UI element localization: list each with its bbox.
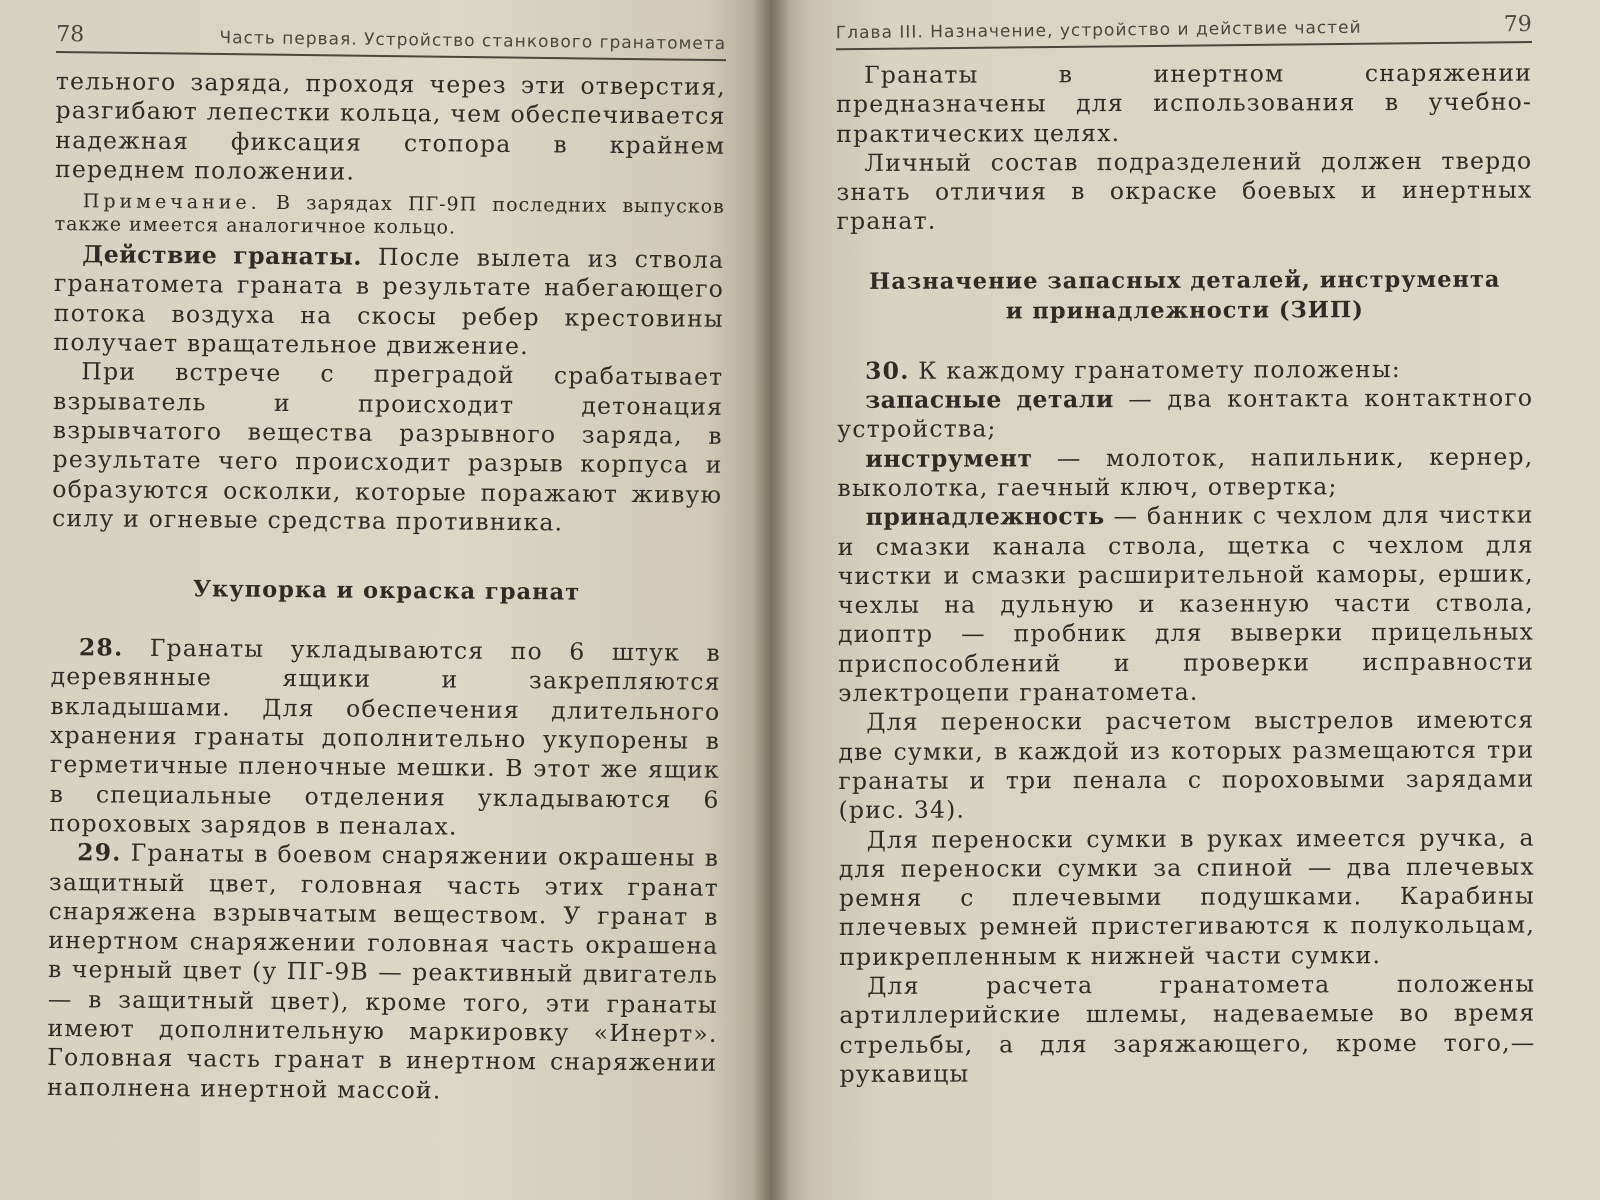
- paragraph-accessories: [838, 501, 1535, 709]
- paragraph-inert: Гранаты в инертном снаряжении предназначены для использования в учебно-практических целях.: [836, 58, 1533, 148]
- right-body-text: [836, 59, 1536, 1090]
- paragraph-29-number: 29.: [77, 838, 122, 867]
- note-label: Примечание.: [82, 190, 261, 214]
- left-running-head-title: Часть первая. Устройство станкового гранатомета: [219, 27, 727, 55]
- accessories-label: принадлежность: [865, 502, 1105, 532]
- paragraph-30: [837, 354, 1533, 386]
- tools-label: инструмент: [865, 443, 1033, 473]
- left-body-text: [47, 67, 726, 1108]
- note-text: В зарядах ПГ-9П последних выпусков также имеется аналогичное кольцо.: [54, 192, 725, 239]
- book-gutter: [752, 0, 790, 1200]
- left-page-number: 78: [56, 22, 85, 48]
- grenade-action-heading: Действие гранаты.: [82, 240, 363, 271]
- paragraph-obstacle: При встрече с преградой срабатывает взрыватель и происходит детонация взрывчатого вещества разрывного заряда, в результате чего происходит разрыв корпуса и образуются осколки, которые поражают живую силу и огневые средства противника.: [51, 357, 724, 537]
- section-title-zip: [837, 264, 1533, 326]
- right-page: [770, 0, 1600, 1200]
- left-running-head: [56, 22, 726, 61]
- paragraph-28-number: 28.: [78, 633, 124, 662]
- spares-label: запасные детали: [865, 385, 1114, 414]
- paragraph-30-number: 30.: [865, 356, 910, 385]
- paragraph-29: [47, 838, 719, 1108]
- grenade-action-text: После вылета из ствола гранатомета граната в результате набегающего потока воздуха на скосы ребер крестовины получает вращательное движение.: [53, 243, 725, 361]
- paragraph-personnel: Личный состав подразделений должен твердо знать отличия в окраске боевых и инертных гранат.: [836, 146, 1533, 236]
- right-page-number: 79: [1503, 12, 1532, 38]
- paragraph-handle: Для переноски сумки в руках имеется ручка, а для переноски сумки за спиной — два плечевых ремня с плечевыми подушками. Карабины плечевых ремней пристегиваются к полукольцам, прикрепленным к нижней части сумки.: [838, 823, 1536, 971]
- paragraph-30-text: К каждому гранатомету положены:: [918, 354, 1402, 385]
- paragraph-28-text: Гранаты укладываются по 6 штук в деревянные ящики и закрепляются вкладышами. Для обеспечения длительного хранения гранаты дополнительно укупорены в герметичные пленочные мешки. В этот же ящик в специальные отделения укладываются 6 пороховых зарядов в пеналах.: [49, 633, 722, 841]
- note-paragraph: [55, 190, 725, 242]
- section-title-zip-line1: Назначение запасных деталей, инструмента: [868, 266, 1501, 295]
- paragraph-spares: [837, 384, 1533, 445]
- paragraph-bags: Для переноски расчетом выстрелов имеются две сумки, в каждой из которых размещаются три гранаты и три пенала с пороховыми зарядами (рис. 34).: [838, 705, 1535, 825]
- right-running-head-title: Глава III. Назначение, устройство и действие частей: [835, 17, 1362, 44]
- paragraph-28: [49, 633, 721, 844]
- spares-text: — два контакта контактного устройства;: [837, 383, 1534, 444]
- paragraph-helmets: Для расчета гранатомета положены артиллерийские шлемы, надеваемые во время стрельбы, а для заряжающего, кроме того,— рукавицы: [839, 969, 1536, 1088]
- paragraph-tools: [837, 442, 1533, 503]
- paragraph-continuation: тельного заряда, проходя через эти отверстия, разгибают лепестки кольца, чем обеспечивается надежная фиксация стопора в крайнем переднем положении.: [54, 67, 726, 186]
- paragraph-grenade-action: [53, 240, 724, 363]
- section-title-zip-line2: и принадлежности (ЗИП): [1005, 296, 1364, 325]
- paragraph-29-text: Гранаты в боевом снаряжении окрашены в защитный цвет, головная часть этих гранат снаряжена взрывчатым веществом. У гранат в инертном снаряжении головная часть окрашена в черный цвет (у ПГ-9В — реактивный двигатель — в защитный цвет), кроме того, эти гранаты имеют дополнительную маркировку «Инерт». Головная часть гранат в инертном снаряжении наполнена инертной массой.: [46, 838, 720, 1105]
- accessories-text: — банник с чехлом для чистки и смазки канала ствола, щетка с чехлом для чистки и смазки расширительной каморы, ершик, чехлы на дульную и казенную части ствола, диоптр — пробник для выверки прицельных приспособлений и проверки исправности электроцепи гранатомета.: [837, 500, 1535, 708]
- right-running-head: [836, 12, 1532, 50]
- tools-text: — молоток, напильник, кернер, выколотка, гаечный ключ, отвертка;: [837, 442, 1534, 502]
- section-title-packing: Укупорка и окраска гранат: [192, 576, 581, 606]
- left-page: [0, 0, 770, 1200]
